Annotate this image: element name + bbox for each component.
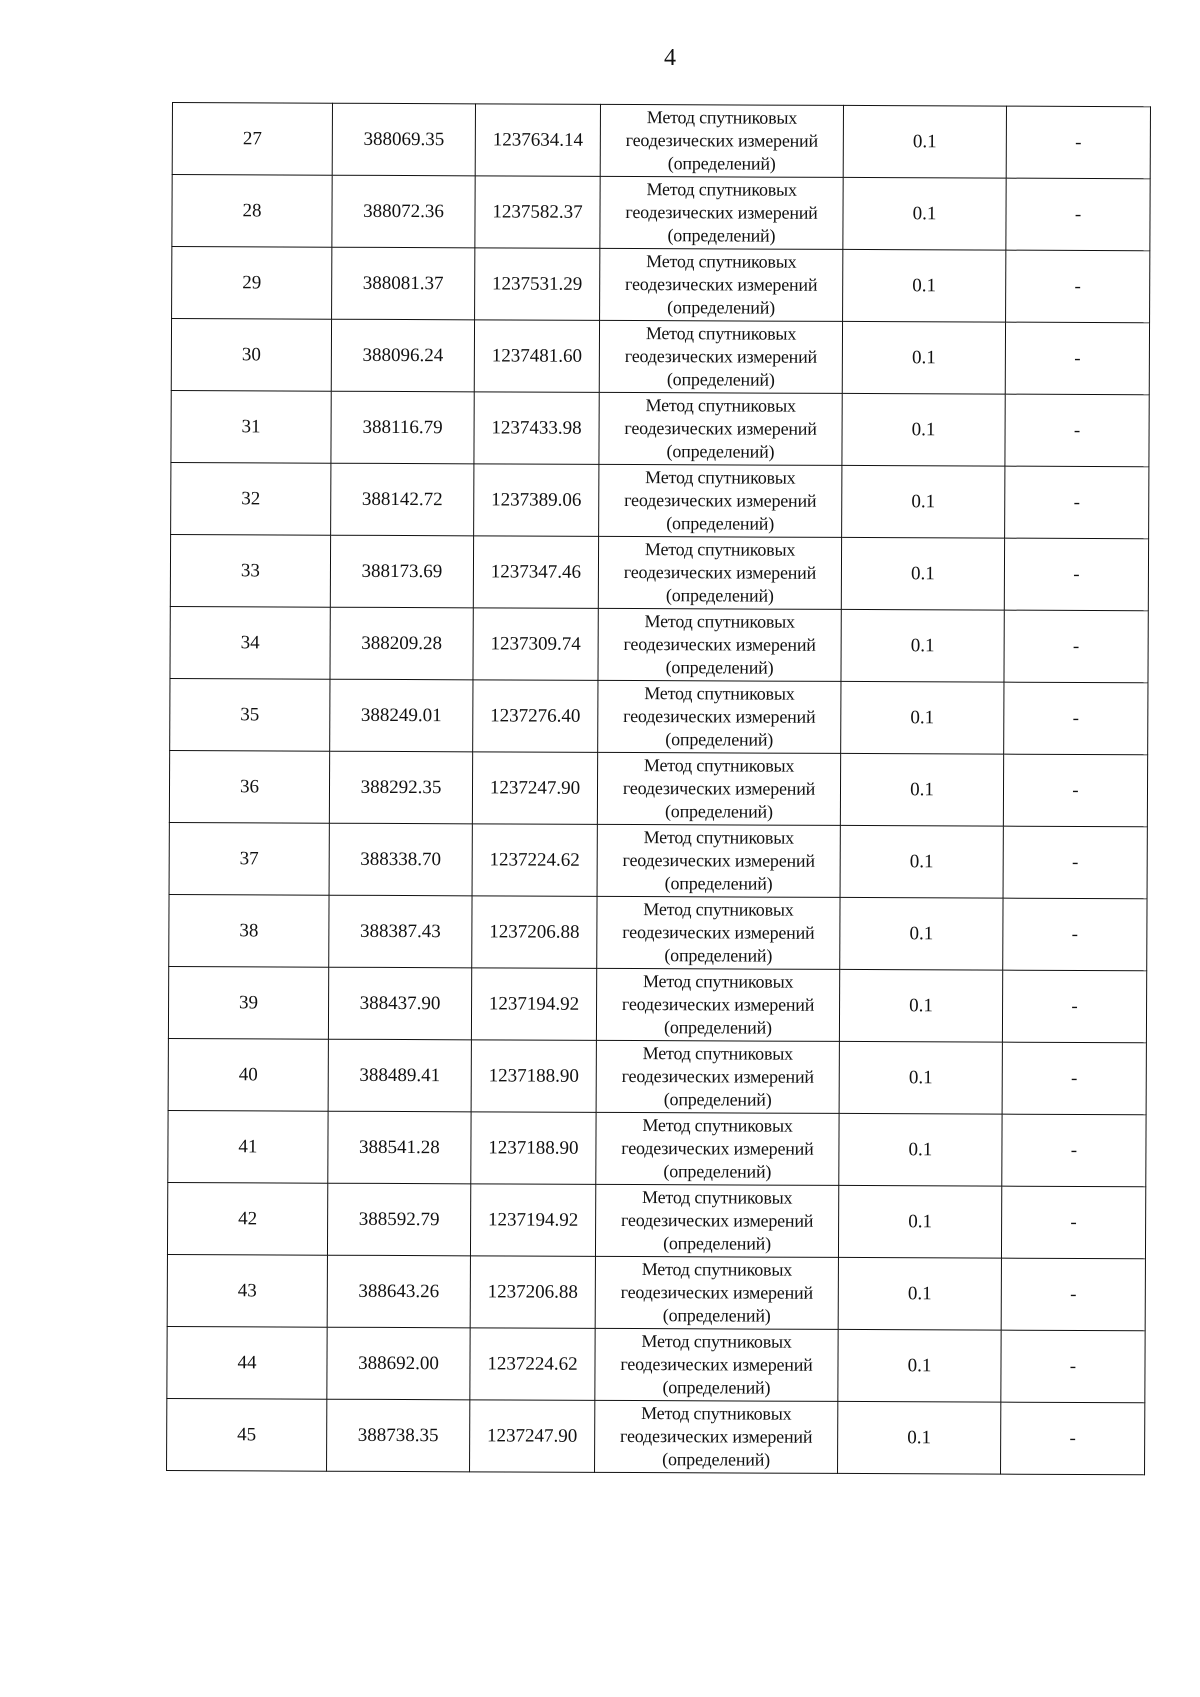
cell-accuracy: 0.1 bbox=[840, 753, 1003, 826]
cell-x-coordinate: 388489.41 bbox=[328, 1039, 471, 1112]
cell-method: Метод спутниковых геодезических измерений (определений) bbox=[595, 1184, 838, 1257]
cell-method: Метод спутниковых геодезических измерений (определений) bbox=[599, 392, 842, 465]
table-row bbox=[170, 678, 1148, 754]
cell-x-coordinate: 388249.01 bbox=[330, 679, 473, 752]
cell-accuracy: 0.1 bbox=[841, 609, 1004, 682]
cell-y-coordinate: 1237634.14 bbox=[475, 104, 600, 177]
cell-accuracy: 0.1 bbox=[838, 1185, 1001, 1258]
cell-point-number: 32 bbox=[171, 462, 331, 535]
cell-method: Метод спутниковых геодезических измерений (определений) bbox=[598, 608, 841, 681]
cell-point-number: 35 bbox=[170, 678, 330, 751]
table-row bbox=[171, 390, 1149, 466]
coordinates-table bbox=[166, 102, 1151, 1475]
cell-point-number: 28 bbox=[172, 175, 332, 248]
cell-y-coordinate: 1237194.92 bbox=[470, 1184, 595, 1257]
table-row bbox=[172, 175, 1150, 251]
cell-note: - bbox=[1002, 1114, 1146, 1187]
cell-y-coordinate: 1237582.37 bbox=[475, 176, 600, 249]
cell-y-coordinate: 1237531.29 bbox=[475, 248, 600, 321]
cell-method: Метод спутниковых геодезических измерений (определений) bbox=[596, 1040, 839, 1113]
cell-point-number: 42 bbox=[167, 1182, 327, 1255]
cell-method: Метод спутниковых геодезических измерений (определений) bbox=[599, 464, 842, 537]
cell-x-coordinate: 388338.70 bbox=[329, 823, 472, 896]
cell-method: Метод спутниковых геодезических измерений (определений) bbox=[595, 1400, 838, 1473]
cell-y-coordinate: 1237276.40 bbox=[473, 680, 598, 753]
cell-accuracy: 0.1 bbox=[839, 1041, 1002, 1114]
cell-x-coordinate: 388096.24 bbox=[331, 319, 474, 392]
cell-x-coordinate: 388116.79 bbox=[331, 391, 474, 464]
cell-method: Метод спутниковых геодезических измерений (определений) bbox=[599, 320, 842, 393]
cell-method: Метод спутниковых геодезических измерений (определений) bbox=[597, 824, 840, 897]
table-row bbox=[171, 462, 1149, 538]
cell-accuracy: 0.1 bbox=[840, 825, 1003, 898]
table-row bbox=[169, 822, 1147, 898]
cell-point-number: 40 bbox=[168, 1038, 328, 1111]
cell-point-number: 41 bbox=[168, 1110, 328, 1183]
cell-note: - bbox=[1004, 682, 1148, 755]
cell-x-coordinate: 388437.90 bbox=[328, 967, 471, 1040]
cell-accuracy: 0.1 bbox=[841, 681, 1004, 754]
cell-accuracy: 0.1 bbox=[839, 1113, 1002, 1186]
cell-y-coordinate: 1237247.90 bbox=[472, 752, 597, 825]
cell-accuracy: 0.1 bbox=[838, 1257, 1001, 1330]
cell-note: - bbox=[1005, 466, 1149, 539]
cell-y-coordinate: 1237224.62 bbox=[470, 1328, 595, 1401]
cell-accuracy: 0.1 bbox=[838, 1329, 1001, 1402]
cell-method: Метод спутниковых геодезических измерений (определений) bbox=[596, 968, 839, 1041]
cell-y-coordinate: 1237188.90 bbox=[471, 1112, 596, 1185]
cell-x-coordinate: 388738.35 bbox=[327, 1399, 470, 1472]
cell-y-coordinate: 1237309.74 bbox=[473, 608, 598, 681]
cell-note: - bbox=[1001, 1186, 1145, 1259]
table-row bbox=[167, 1254, 1145, 1330]
cell-method: Метод спутниковых геодезических измерений (определений) bbox=[597, 896, 840, 969]
cell-point-number: 39 bbox=[168, 966, 328, 1039]
cell-y-coordinate: 1237188.90 bbox=[471, 1040, 596, 1113]
table-row bbox=[168, 1110, 1146, 1186]
cell-note: - bbox=[1001, 1258, 1145, 1331]
cell-method: Метод спутниковых геодезических измерений (определений) bbox=[595, 1256, 838, 1329]
cell-note: - bbox=[1005, 394, 1149, 467]
cell-note: - bbox=[1006, 250, 1150, 323]
cell-point-number: 33 bbox=[170, 534, 330, 607]
cell-method: Метод спутниковых геодезических измерений (определений) bbox=[600, 176, 843, 249]
cell-x-coordinate: 388072.36 bbox=[332, 175, 475, 248]
cell-method: Метод спутниковых геодезических измерений (определений) bbox=[597, 752, 840, 825]
cell-y-coordinate: 1237347.46 bbox=[473, 536, 598, 609]
cell-point-number: 43 bbox=[167, 1254, 327, 1327]
cell-method: Метод спутниковых геодезических измерений (определений) bbox=[598, 536, 841, 609]
cell-note: - bbox=[1002, 1042, 1146, 1115]
cell-x-coordinate: 388592.79 bbox=[327, 1183, 470, 1256]
cell-note: - bbox=[1005, 322, 1149, 395]
cell-x-coordinate: 388387.43 bbox=[329, 895, 472, 968]
table-row bbox=[167, 1398, 1145, 1474]
cell-point-number: 34 bbox=[170, 606, 330, 679]
table-row bbox=[170, 534, 1148, 610]
table-row bbox=[172, 247, 1150, 323]
cell-y-coordinate: 1237389.06 bbox=[474, 464, 599, 537]
cell-x-coordinate: 388643.26 bbox=[327, 1255, 470, 1328]
cell-y-coordinate: 1237433.98 bbox=[474, 392, 599, 465]
cell-accuracy: 0.1 bbox=[842, 393, 1005, 466]
cell-point-number: 31 bbox=[171, 390, 331, 463]
cell-y-coordinate: 1237481.60 bbox=[474, 320, 599, 393]
cell-note: - bbox=[1003, 898, 1147, 971]
cell-y-coordinate: 1237224.62 bbox=[472, 824, 597, 897]
cell-x-coordinate: 388069.35 bbox=[332, 103, 475, 176]
cell-accuracy: 0.1 bbox=[838, 1401, 1001, 1474]
cell-x-coordinate: 388173.69 bbox=[330, 535, 473, 608]
cell-accuracy: 0.1 bbox=[842, 465, 1005, 538]
cell-method: Метод спутниковых геодезических измерений (определений) bbox=[598, 680, 841, 753]
table-row bbox=[168, 1038, 1146, 1114]
cell-point-number: 36 bbox=[169, 750, 329, 823]
cell-point-number: 44 bbox=[167, 1326, 327, 1399]
cell-note: - bbox=[1006, 106, 1150, 179]
cell-point-number: 37 bbox=[169, 822, 329, 895]
cell-x-coordinate: 388692.00 bbox=[327, 1327, 470, 1400]
cell-note: - bbox=[1004, 610, 1148, 683]
cell-note: - bbox=[1004, 538, 1148, 611]
cell-accuracy: 0.1 bbox=[842, 321, 1005, 394]
cell-y-coordinate: 1237206.88 bbox=[470, 1256, 595, 1329]
cell-note: - bbox=[1001, 1402, 1145, 1475]
cell-note: - bbox=[1003, 754, 1147, 827]
cell-x-coordinate: 388541.28 bbox=[328, 1111, 471, 1184]
cell-method: Метод спутниковых геодезических измерений (определений) bbox=[596, 1112, 839, 1185]
cell-point-number: 27 bbox=[172, 103, 332, 176]
table-row bbox=[171, 319, 1149, 395]
cell-accuracy: 0.1 bbox=[843, 105, 1006, 178]
table-body bbox=[167, 103, 1151, 1475]
cell-y-coordinate: 1237206.88 bbox=[472, 896, 597, 969]
cell-note: - bbox=[1006, 178, 1150, 251]
cell-point-number: 29 bbox=[172, 247, 332, 320]
cell-point-number: 38 bbox=[169, 894, 329, 967]
cell-note: - bbox=[1002, 970, 1146, 1043]
cell-accuracy: 0.1 bbox=[843, 177, 1006, 250]
cell-accuracy: 0.1 bbox=[843, 249, 1006, 322]
table-row bbox=[169, 750, 1147, 826]
cell-method: Метод спутниковых геодезических измерений (определений) bbox=[595, 1328, 838, 1401]
table-row bbox=[168, 966, 1146, 1042]
table-row bbox=[167, 1182, 1145, 1258]
cell-accuracy: 0.1 bbox=[839, 969, 1002, 1042]
page-number: 4 bbox=[664, 45, 676, 71]
cell-y-coordinate: 1237247.90 bbox=[470, 1400, 595, 1473]
cell-method: Метод спутниковых геодезических измерений (определений) bbox=[600, 248, 843, 321]
cell-method: Метод спутниковых геодезических измерений (определений) bbox=[600, 104, 843, 177]
table-row bbox=[169, 894, 1147, 970]
table-row bbox=[172, 103, 1150, 179]
cell-note: - bbox=[1003, 826, 1147, 899]
cell-y-coordinate: 1237194.92 bbox=[471, 968, 596, 1041]
cell-x-coordinate: 388292.35 bbox=[329, 751, 472, 824]
table-row bbox=[170, 606, 1148, 682]
table-row bbox=[167, 1326, 1145, 1402]
cell-accuracy: 0.1 bbox=[841, 537, 1004, 610]
cell-point-number: 45 bbox=[167, 1398, 327, 1471]
cell-x-coordinate: 388209.28 bbox=[330, 607, 473, 680]
cell-x-coordinate: 388081.37 bbox=[332, 247, 475, 320]
cell-note: - bbox=[1001, 1330, 1145, 1403]
cell-accuracy: 0.1 bbox=[840, 897, 1003, 970]
cell-point-number: 30 bbox=[171, 319, 331, 392]
cell-x-coordinate: 388142.72 bbox=[331, 463, 474, 536]
